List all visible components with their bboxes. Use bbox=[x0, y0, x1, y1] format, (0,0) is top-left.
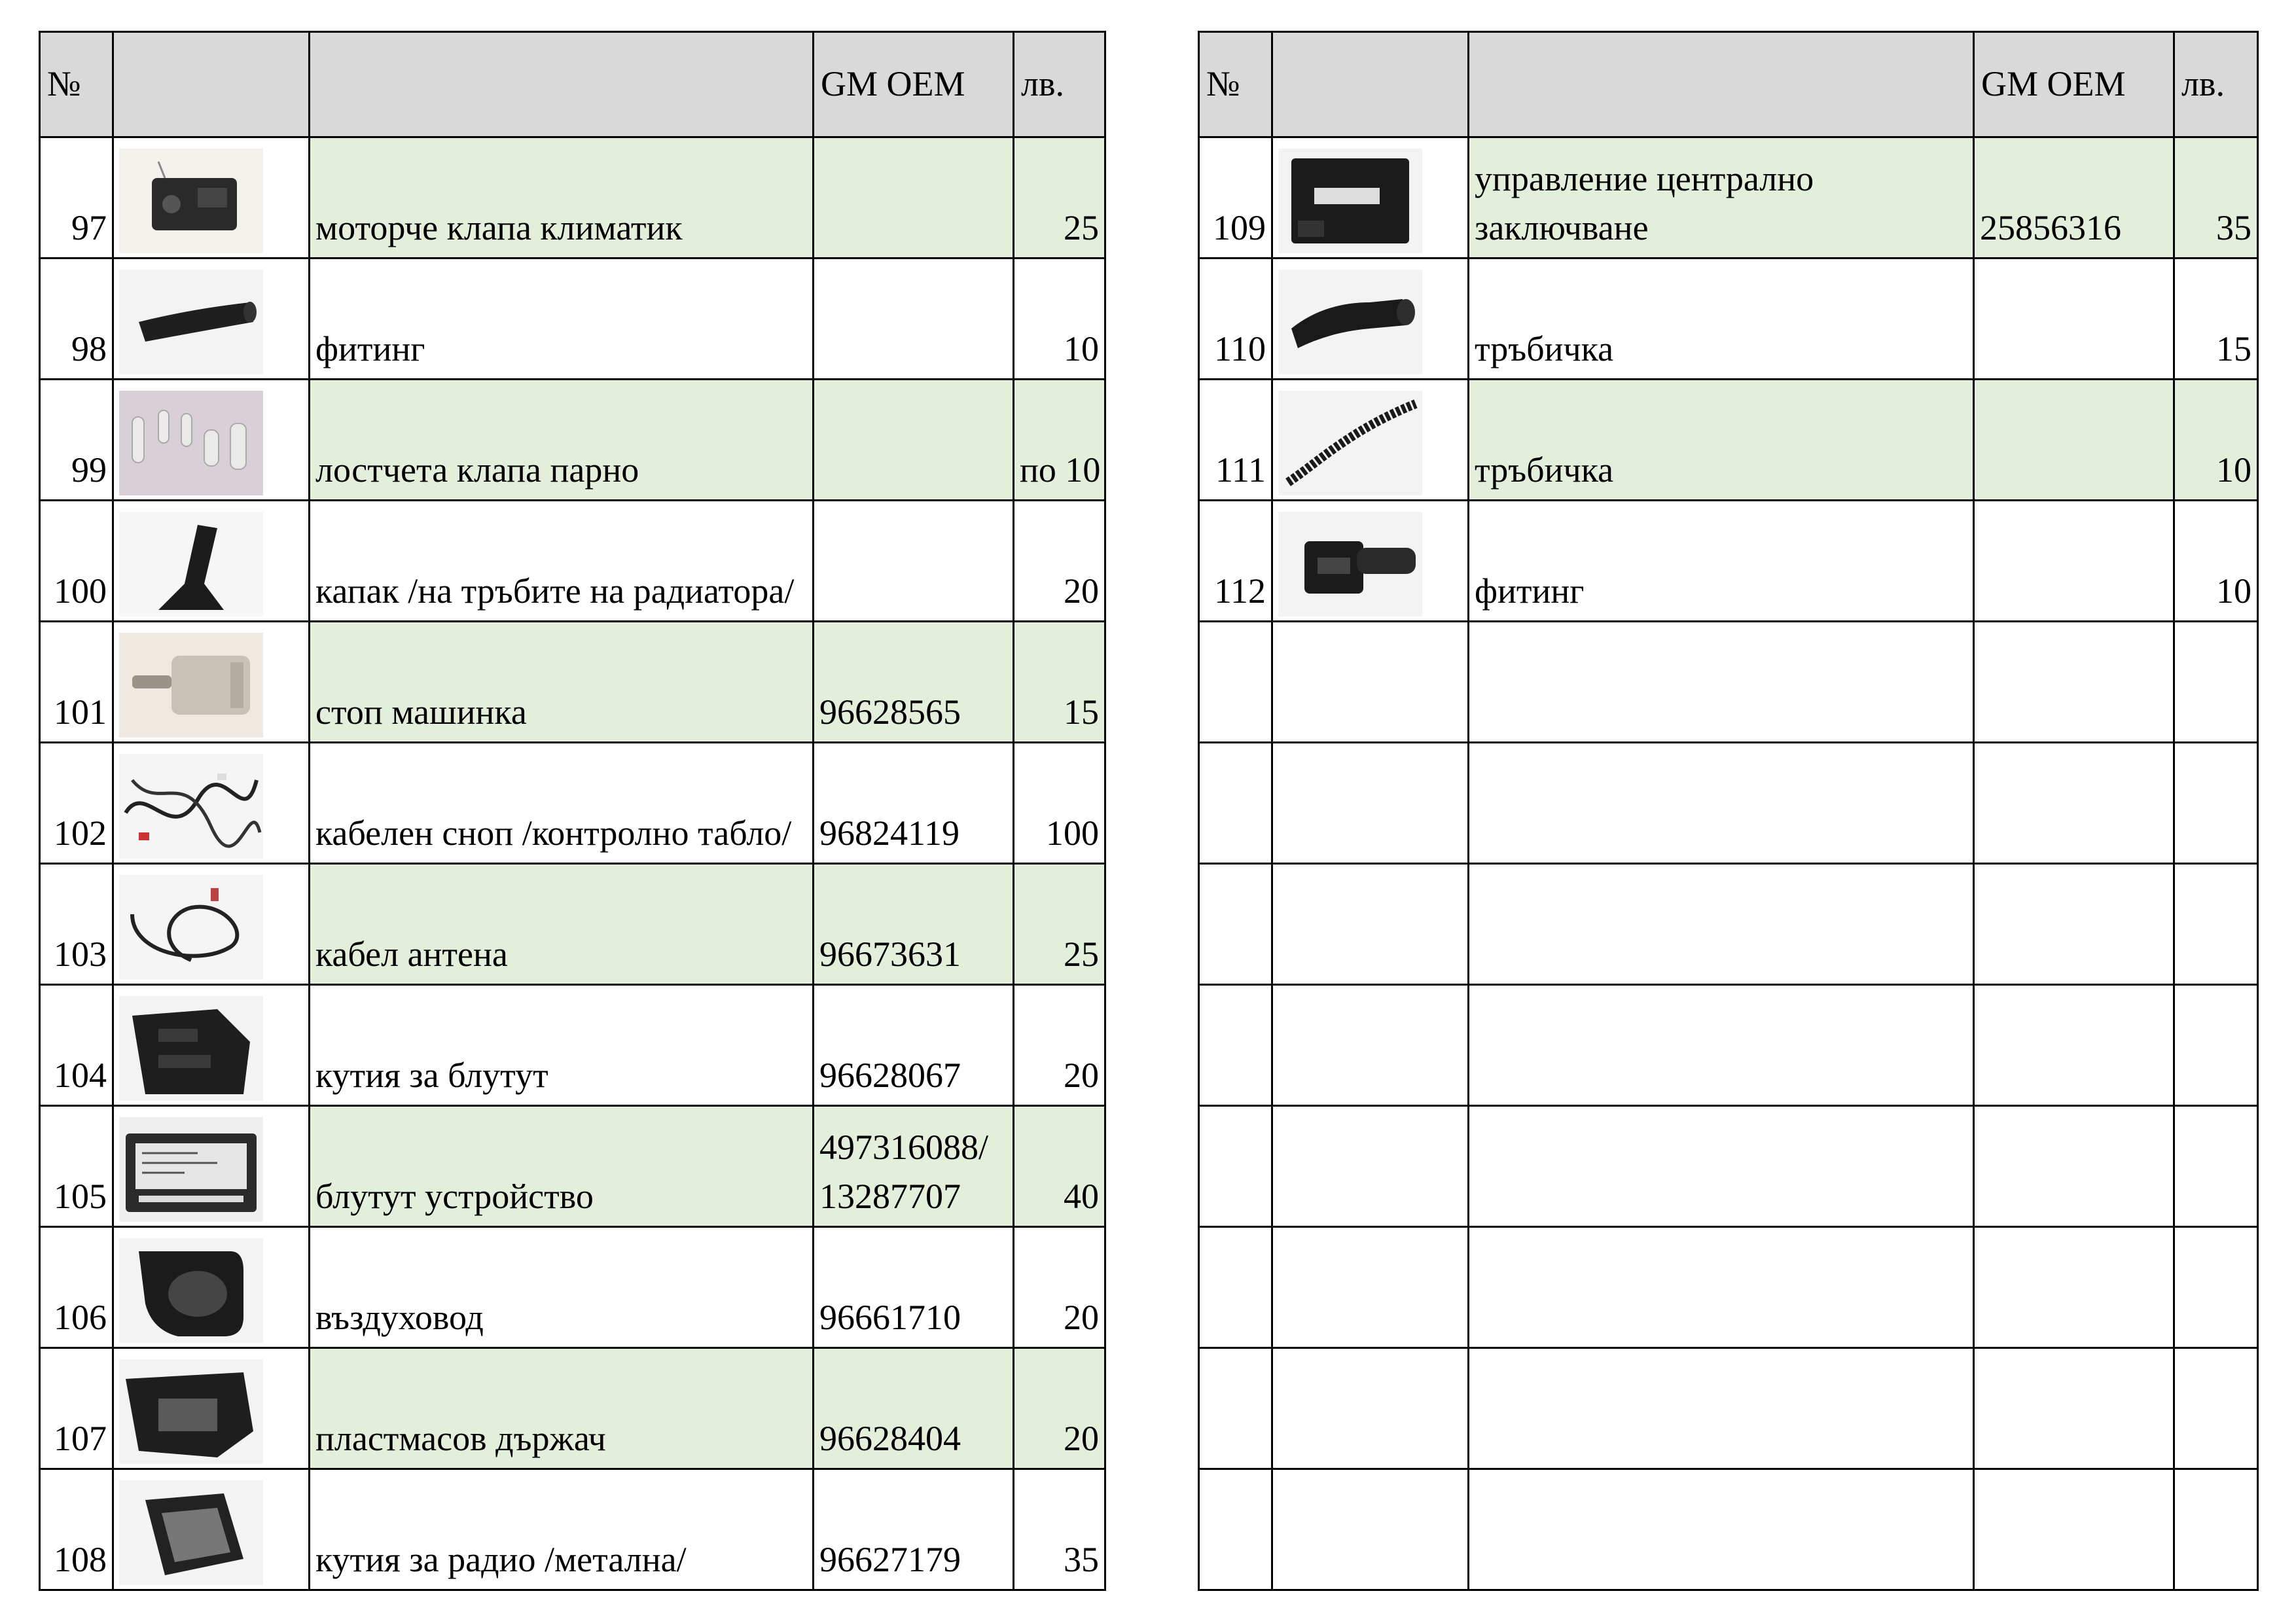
part-description: кутия за радио /метална/ bbox=[310, 1469, 814, 1590]
part-description: кутия за блутут bbox=[310, 985, 814, 1106]
gm-oem-number: 96661710 bbox=[814, 1227, 1014, 1348]
product-photo-cell bbox=[1272, 743, 1469, 864]
central-locking-module-photo bbox=[1278, 149, 1462, 253]
part-description: капак /на тръбите на радиатора/ bbox=[310, 501, 814, 622]
radiator-pipe-cover-photo bbox=[119, 512, 303, 616]
product-photo-cell bbox=[113, 622, 310, 743]
table-row bbox=[1199, 864, 2258, 985]
price: 25 bbox=[1014, 137, 1105, 259]
gm-oem-number: 497316088/ 13287707 bbox=[814, 1106, 1014, 1227]
item-number: 104 bbox=[40, 985, 113, 1106]
part-description: тръбичка bbox=[1469, 259, 1974, 380]
header-price: лв. bbox=[2174, 32, 2258, 137]
gm-oem-number: 96824119 bbox=[814, 743, 1014, 864]
table-row bbox=[1199, 380, 2258, 501]
header-photo bbox=[113, 32, 310, 137]
brake-light-switch-photo bbox=[119, 633, 303, 738]
table-row bbox=[40, 501, 1105, 622]
part-description bbox=[1469, 743, 1974, 864]
table-row bbox=[1199, 501, 2258, 622]
item-number bbox=[1199, 1469, 1272, 1590]
gm-oem-number bbox=[1974, 622, 2174, 743]
header-row bbox=[40, 32, 1105, 137]
gm-oem-number bbox=[1974, 380, 2174, 501]
table-row bbox=[1199, 985, 2258, 1106]
header-num: № bbox=[1199, 32, 1272, 137]
item-number bbox=[1199, 1227, 1272, 1348]
heater-flap-levers-photo bbox=[119, 391, 303, 495]
motor-actuator-photo bbox=[119, 149, 303, 253]
price: 100 bbox=[1014, 743, 1105, 864]
item-number: 105 bbox=[40, 1106, 113, 1227]
item-number: 100 bbox=[40, 501, 113, 622]
table-row bbox=[40, 622, 1105, 743]
product-photo-cell bbox=[113, 137, 310, 259]
item-number: 111 bbox=[1199, 380, 1272, 501]
product-photo-cell bbox=[113, 1348, 310, 1469]
product-photo-cell bbox=[1272, 1348, 1469, 1469]
table-row bbox=[40, 864, 1105, 985]
product-photo-cell bbox=[1272, 380, 1469, 501]
price bbox=[2174, 743, 2258, 864]
fitting-photo bbox=[1278, 512, 1462, 616]
part-description: кабел антена bbox=[310, 864, 814, 985]
item-number bbox=[1199, 864, 1272, 985]
parts-table-right bbox=[1198, 31, 2259, 1591]
part-description: стоп машинка bbox=[310, 622, 814, 743]
table-row bbox=[1199, 259, 2258, 380]
price: 20 bbox=[1014, 985, 1105, 1106]
gm-oem-number bbox=[1974, 1227, 2174, 1348]
part-description: моторче клапа климатик bbox=[310, 137, 814, 259]
part-description bbox=[1469, 1348, 1974, 1469]
gm-oem-number bbox=[814, 137, 1014, 259]
item-number: 103 bbox=[40, 864, 113, 985]
header-description bbox=[1469, 32, 1974, 137]
table-row bbox=[1199, 1469, 2258, 1590]
part-description: блутут устройство bbox=[310, 1106, 814, 1227]
price: 20 bbox=[1014, 1348, 1105, 1469]
product-photo-cell bbox=[113, 1469, 310, 1590]
table-row bbox=[1199, 1106, 2258, 1227]
bluetooth-box-photo bbox=[119, 996, 303, 1101]
product-photo-cell bbox=[1272, 137, 1469, 259]
table-row bbox=[40, 1106, 1105, 1227]
table-row bbox=[40, 137, 1105, 259]
gm-oem-number bbox=[1974, 501, 2174, 622]
product-photo-cell bbox=[1272, 1106, 1469, 1227]
price bbox=[2174, 1469, 2258, 1590]
price bbox=[2174, 985, 2258, 1106]
table-row bbox=[40, 380, 1105, 501]
price: 40 bbox=[1014, 1106, 1105, 1227]
part-description: тръбичка bbox=[1469, 380, 1974, 501]
price: 10 bbox=[1014, 259, 1105, 380]
table-row bbox=[40, 743, 1105, 864]
part-description bbox=[1469, 1106, 1974, 1227]
gm-oem-number bbox=[1974, 1106, 2174, 1227]
price: 15 bbox=[1014, 622, 1105, 743]
gm-oem-number bbox=[814, 501, 1014, 622]
antenna-cable-photo bbox=[119, 875, 303, 980]
part-description bbox=[1469, 1469, 1974, 1590]
price: 20 bbox=[1014, 501, 1105, 622]
part-description bbox=[1469, 1227, 1974, 1348]
fitting-hose-photo bbox=[119, 270, 303, 374]
gm-oem-number: 96627179 bbox=[814, 1469, 1014, 1590]
product-photo-cell bbox=[1272, 1469, 1469, 1590]
table-row bbox=[40, 1469, 1105, 1590]
item-number: 102 bbox=[40, 743, 113, 864]
product-photo-cell bbox=[113, 1227, 310, 1348]
gm-oem-number: 96673631 bbox=[814, 864, 1014, 985]
item-number bbox=[1199, 1348, 1272, 1469]
plastic-holder-photo bbox=[119, 1359, 303, 1464]
item-number: 106 bbox=[40, 1227, 113, 1348]
product-photo-cell bbox=[113, 501, 310, 622]
header-num: № bbox=[40, 32, 113, 137]
part-description bbox=[1469, 864, 1974, 985]
item-number: 98 bbox=[40, 259, 113, 380]
item-number: 97 bbox=[40, 137, 113, 259]
part-description bbox=[1469, 622, 1974, 743]
header-row bbox=[1199, 32, 2258, 137]
gm-oem-number bbox=[1974, 743, 2174, 864]
gm-oem-number bbox=[1974, 1348, 2174, 1469]
table-row bbox=[40, 1348, 1105, 1469]
gm-oem-number bbox=[1974, 259, 2174, 380]
gm-oem-number bbox=[1974, 864, 2174, 985]
price: 10 bbox=[2174, 501, 2258, 622]
item-number: 112 bbox=[1199, 501, 1272, 622]
product-photo-cell bbox=[1272, 864, 1469, 985]
bluetooth-module-photo bbox=[119, 1117, 303, 1222]
table-row bbox=[1199, 622, 2258, 743]
table-row bbox=[1199, 137, 2258, 259]
gm-oem-number: 96628404 bbox=[814, 1348, 1014, 1469]
product-photo-cell bbox=[113, 864, 310, 985]
product-photo-cell bbox=[1272, 259, 1469, 380]
item-number bbox=[1199, 985, 1272, 1106]
part-description bbox=[1469, 985, 1974, 1106]
item-number: 110 bbox=[1199, 259, 1272, 380]
table-row bbox=[1199, 1227, 2258, 1348]
table-row bbox=[1199, 1348, 2258, 1469]
table-row bbox=[1199, 743, 2258, 864]
table-row bbox=[40, 1227, 1105, 1348]
item-number bbox=[1199, 743, 1272, 864]
product-photo-cell bbox=[113, 743, 310, 864]
gm-oem-number bbox=[1974, 985, 2174, 1106]
price: 15 bbox=[2174, 259, 2258, 380]
gm-oem-number bbox=[814, 380, 1014, 501]
item-number: 109 bbox=[1199, 137, 1272, 259]
item-number: 108 bbox=[40, 1469, 113, 1590]
part-description: лостчета клапа парно bbox=[310, 380, 814, 501]
gm-oem-number: 96628067 bbox=[814, 985, 1014, 1106]
item-number bbox=[1199, 622, 1272, 743]
price: 20 bbox=[1014, 1227, 1105, 1348]
item-number bbox=[1199, 1106, 1272, 1227]
product-photo-cell bbox=[113, 259, 310, 380]
price: по 10 bbox=[1014, 380, 1105, 501]
price: 35 bbox=[2174, 137, 2258, 259]
header-photo bbox=[1272, 32, 1469, 137]
item-number: 99 bbox=[40, 380, 113, 501]
product-photo-cell bbox=[113, 1106, 310, 1227]
price bbox=[2174, 1106, 2258, 1227]
header-price: лв. bbox=[1014, 32, 1105, 137]
corrugated-tube-photo bbox=[1278, 391, 1462, 495]
product-photo-cell bbox=[1272, 985, 1469, 1106]
price: 25 bbox=[1014, 864, 1105, 985]
product-photo-cell bbox=[1272, 501, 1469, 622]
product-photo-cell bbox=[113, 985, 310, 1106]
price: 10 bbox=[2174, 380, 2258, 501]
price: 35 bbox=[1014, 1469, 1105, 1590]
metal-radio-box-photo bbox=[119, 1480, 303, 1585]
header-gm-oem: GM OEM bbox=[814, 32, 1014, 137]
price bbox=[2174, 864, 2258, 985]
price bbox=[2174, 1227, 2258, 1348]
product-photo-cell bbox=[1272, 622, 1469, 743]
part-description: фитинг bbox=[1469, 501, 1974, 622]
header-description bbox=[310, 32, 814, 137]
table-row bbox=[40, 259, 1105, 380]
part-description: управление централно заключване bbox=[1469, 137, 1974, 259]
product-photo-cell bbox=[113, 380, 310, 501]
product-photo-cell bbox=[1272, 1227, 1469, 1348]
gm-oem-number bbox=[1974, 1469, 2174, 1590]
table-row bbox=[40, 985, 1105, 1106]
price bbox=[2174, 1348, 2258, 1469]
air-duct-photo bbox=[119, 1238, 303, 1343]
price bbox=[2174, 622, 2258, 743]
part-description: пластмасов държач bbox=[310, 1348, 814, 1469]
tube-photo bbox=[1278, 270, 1462, 374]
gm-oem-number: 96628565 bbox=[814, 622, 1014, 743]
part-description: въздуховод bbox=[310, 1227, 814, 1348]
part-description: фитинг bbox=[310, 259, 814, 380]
part-description: кабелен сноп /контролно табло/ bbox=[310, 743, 814, 864]
header-gm-oem: GM OEM bbox=[1974, 32, 2174, 137]
item-number: 101 bbox=[40, 622, 113, 743]
dashboard-wiring-harness-photo bbox=[119, 754, 303, 859]
item-number: 107 bbox=[40, 1348, 113, 1469]
gm-oem-number bbox=[814, 259, 1014, 380]
gm-oem-number: 25856316 bbox=[1974, 137, 2174, 259]
parts-table-left bbox=[39, 31, 1106, 1591]
